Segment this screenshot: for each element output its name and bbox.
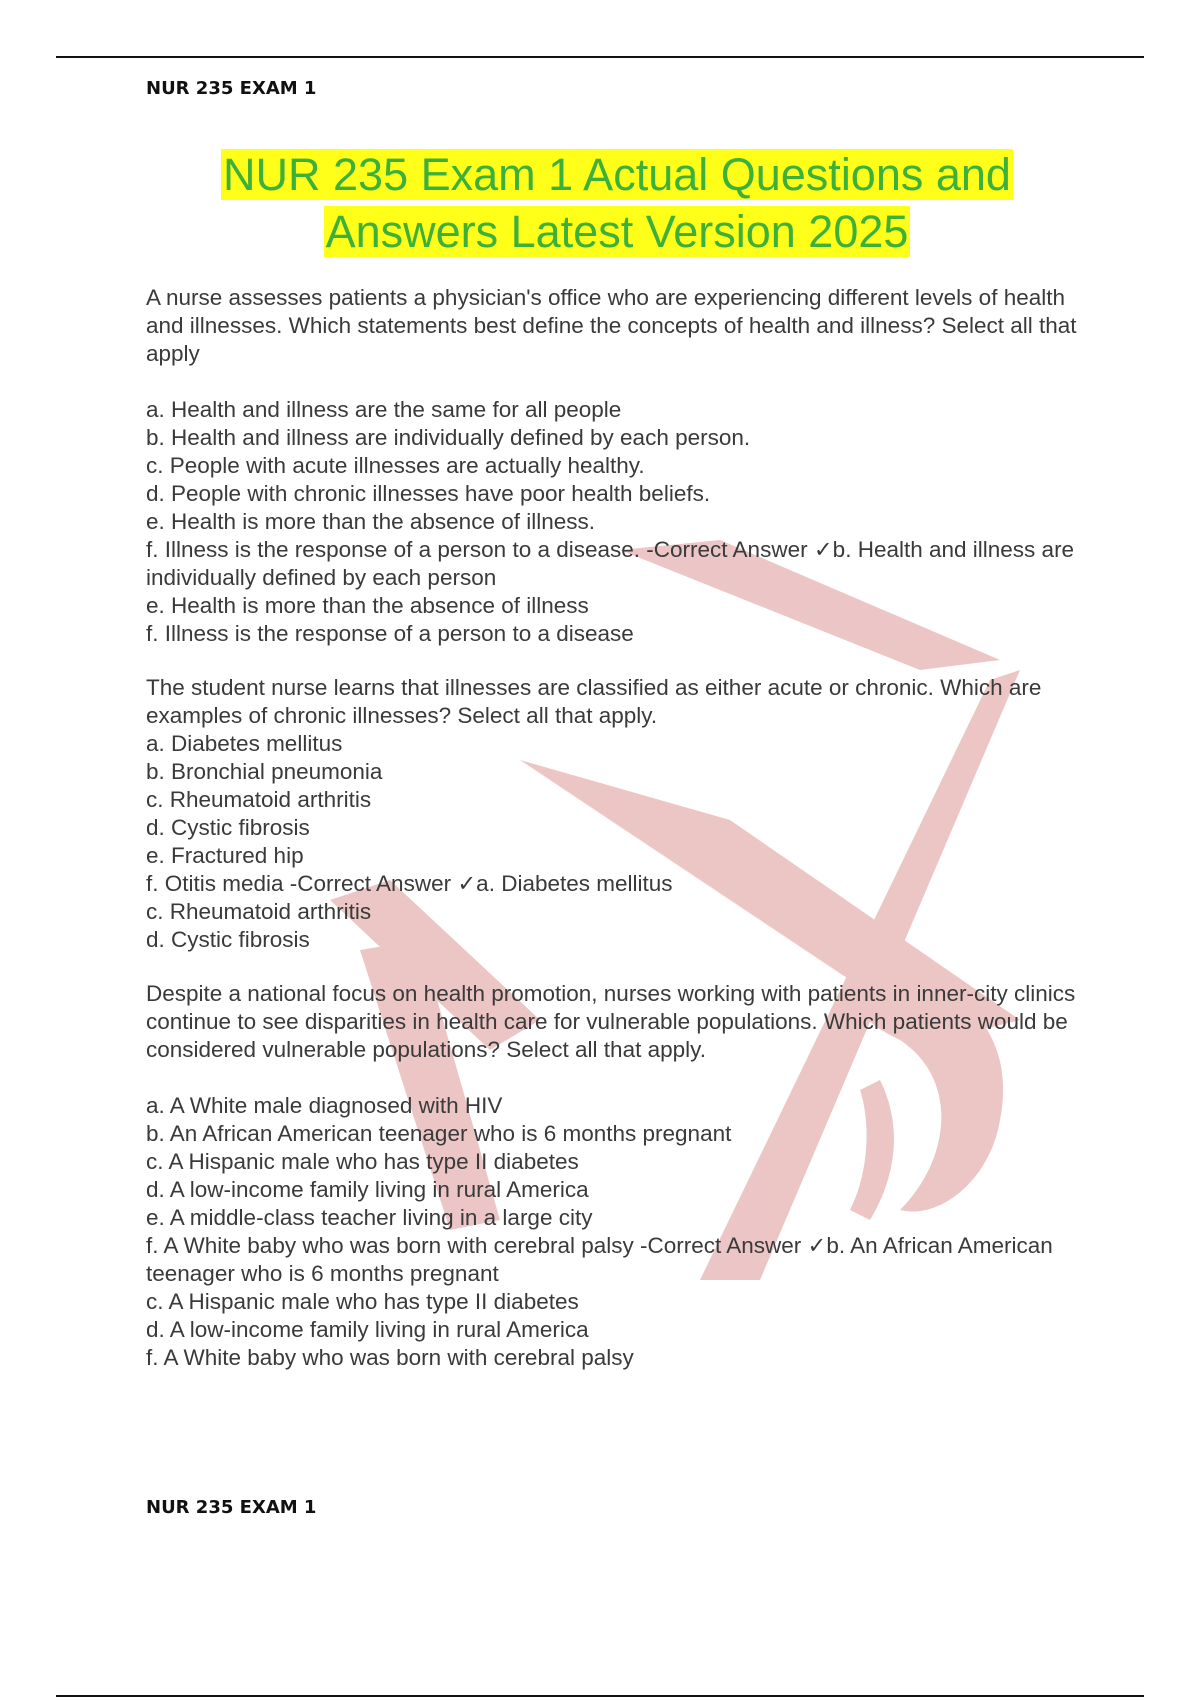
bottom-rule: [56, 1695, 1144, 1697]
q3-stem: Despite a national focus on health promotion, nurses working with patients in inner-city clinics continue to see disparities in health care for vulnerable populations. Which patients would be considered vulnerable populations? Select all that apply.: [146, 981, 1076, 1062]
q2-stem: The student nurse learns that illnesses are classified as either acute or chronic. Which are examples of chronic illnesses? Select all that apply.: [146, 675, 1042, 728]
q3-option-a: a. A White male diagnosed with HIV: [146, 1093, 503, 1118]
q3-option-c: c. A Hispanic male who has type II diabetes: [146, 1149, 579, 1174]
q2-answer-d: d. Cystic fibrosis: [146, 927, 310, 952]
top-rule: [56, 56, 1144, 58]
q1-option-e: e. Health is more than the absence of illness.: [146, 509, 596, 534]
q2-option-b: b. Bronchial pneumonia: [146, 759, 383, 784]
exam-content: [146, 284, 1086, 1372]
q3-answer-d: d. A low-income family living in rural America: [146, 1317, 589, 1342]
document-title: [0, 146, 1200, 260]
page-header: NUR 235 EXAM 1: [146, 78, 317, 99]
q3-option-f-correct-answer: f. A White baby who was born with cerebral palsy -Correct Answer ✓b. An African American teenager who is 6 months pregnant: [146, 1233, 1053, 1286]
q3-option-d: d. A low-income family living in rural America: [146, 1177, 589, 1202]
title-line-1: NUR 235 Exam 1 Actual Questions and: [223, 149, 1011, 200]
q3-option-b: b. An African American teenager who is 6 months pregnant: [146, 1121, 732, 1146]
q1-option-f-correct-answer: f. Illness is the response of a person to a disease. -Correct Answer ✓b. Health and illness are individually defined by each person: [146, 537, 1075, 590]
page-footer-header: NUR 235 EXAM 1: [146, 1497, 317, 1518]
q1-answer-e: e. Health is more than the absence of illness: [146, 593, 589, 618]
q2-option-a: a. Diabetes mellitus: [146, 731, 343, 756]
q2-option-e: e. Fractured hip: [146, 843, 304, 868]
title-line-2: Answers Latest Version 2025: [325, 206, 909, 257]
q3-option-e: e. A middle-class teacher living in a large city: [146, 1205, 593, 1230]
q1-answer-f: f. Illness is the response of a person to a disease: [146, 621, 634, 646]
q1-option-d: d. People with chronic illnesses have poor health beliefs.: [146, 481, 711, 506]
q2-answer-c: c. Rheumatoid arthritis: [146, 899, 372, 924]
q1-option-a: a. Health and illness are the same for all people: [146, 397, 622, 422]
q1-option-b: b. Health and illness are individually defined by each person.: [146, 425, 751, 450]
q3-answer-f: f. A White baby who was born with cerebral palsy: [146, 1345, 634, 1370]
q3-answer-c: c. A Hispanic male who has type II diabetes: [146, 1289, 579, 1314]
q1-stem: A nurse assesses patients a physician's office who are experiencing different levels of health and illnesses. Which statements best define the concepts of health and illness? Select all that apply: [146, 285, 1077, 366]
q1-option-c: c. People with acute illnesses are actually healthy.: [146, 453, 645, 478]
q2-option-f-correct-answer: f. Otitis media -Correct Answer ✓a. Diabetes mellitus: [146, 871, 673, 896]
q2-option-c: c. Rheumatoid arthritis: [146, 787, 372, 812]
q2-option-d: d. Cystic fibrosis: [146, 815, 310, 840]
